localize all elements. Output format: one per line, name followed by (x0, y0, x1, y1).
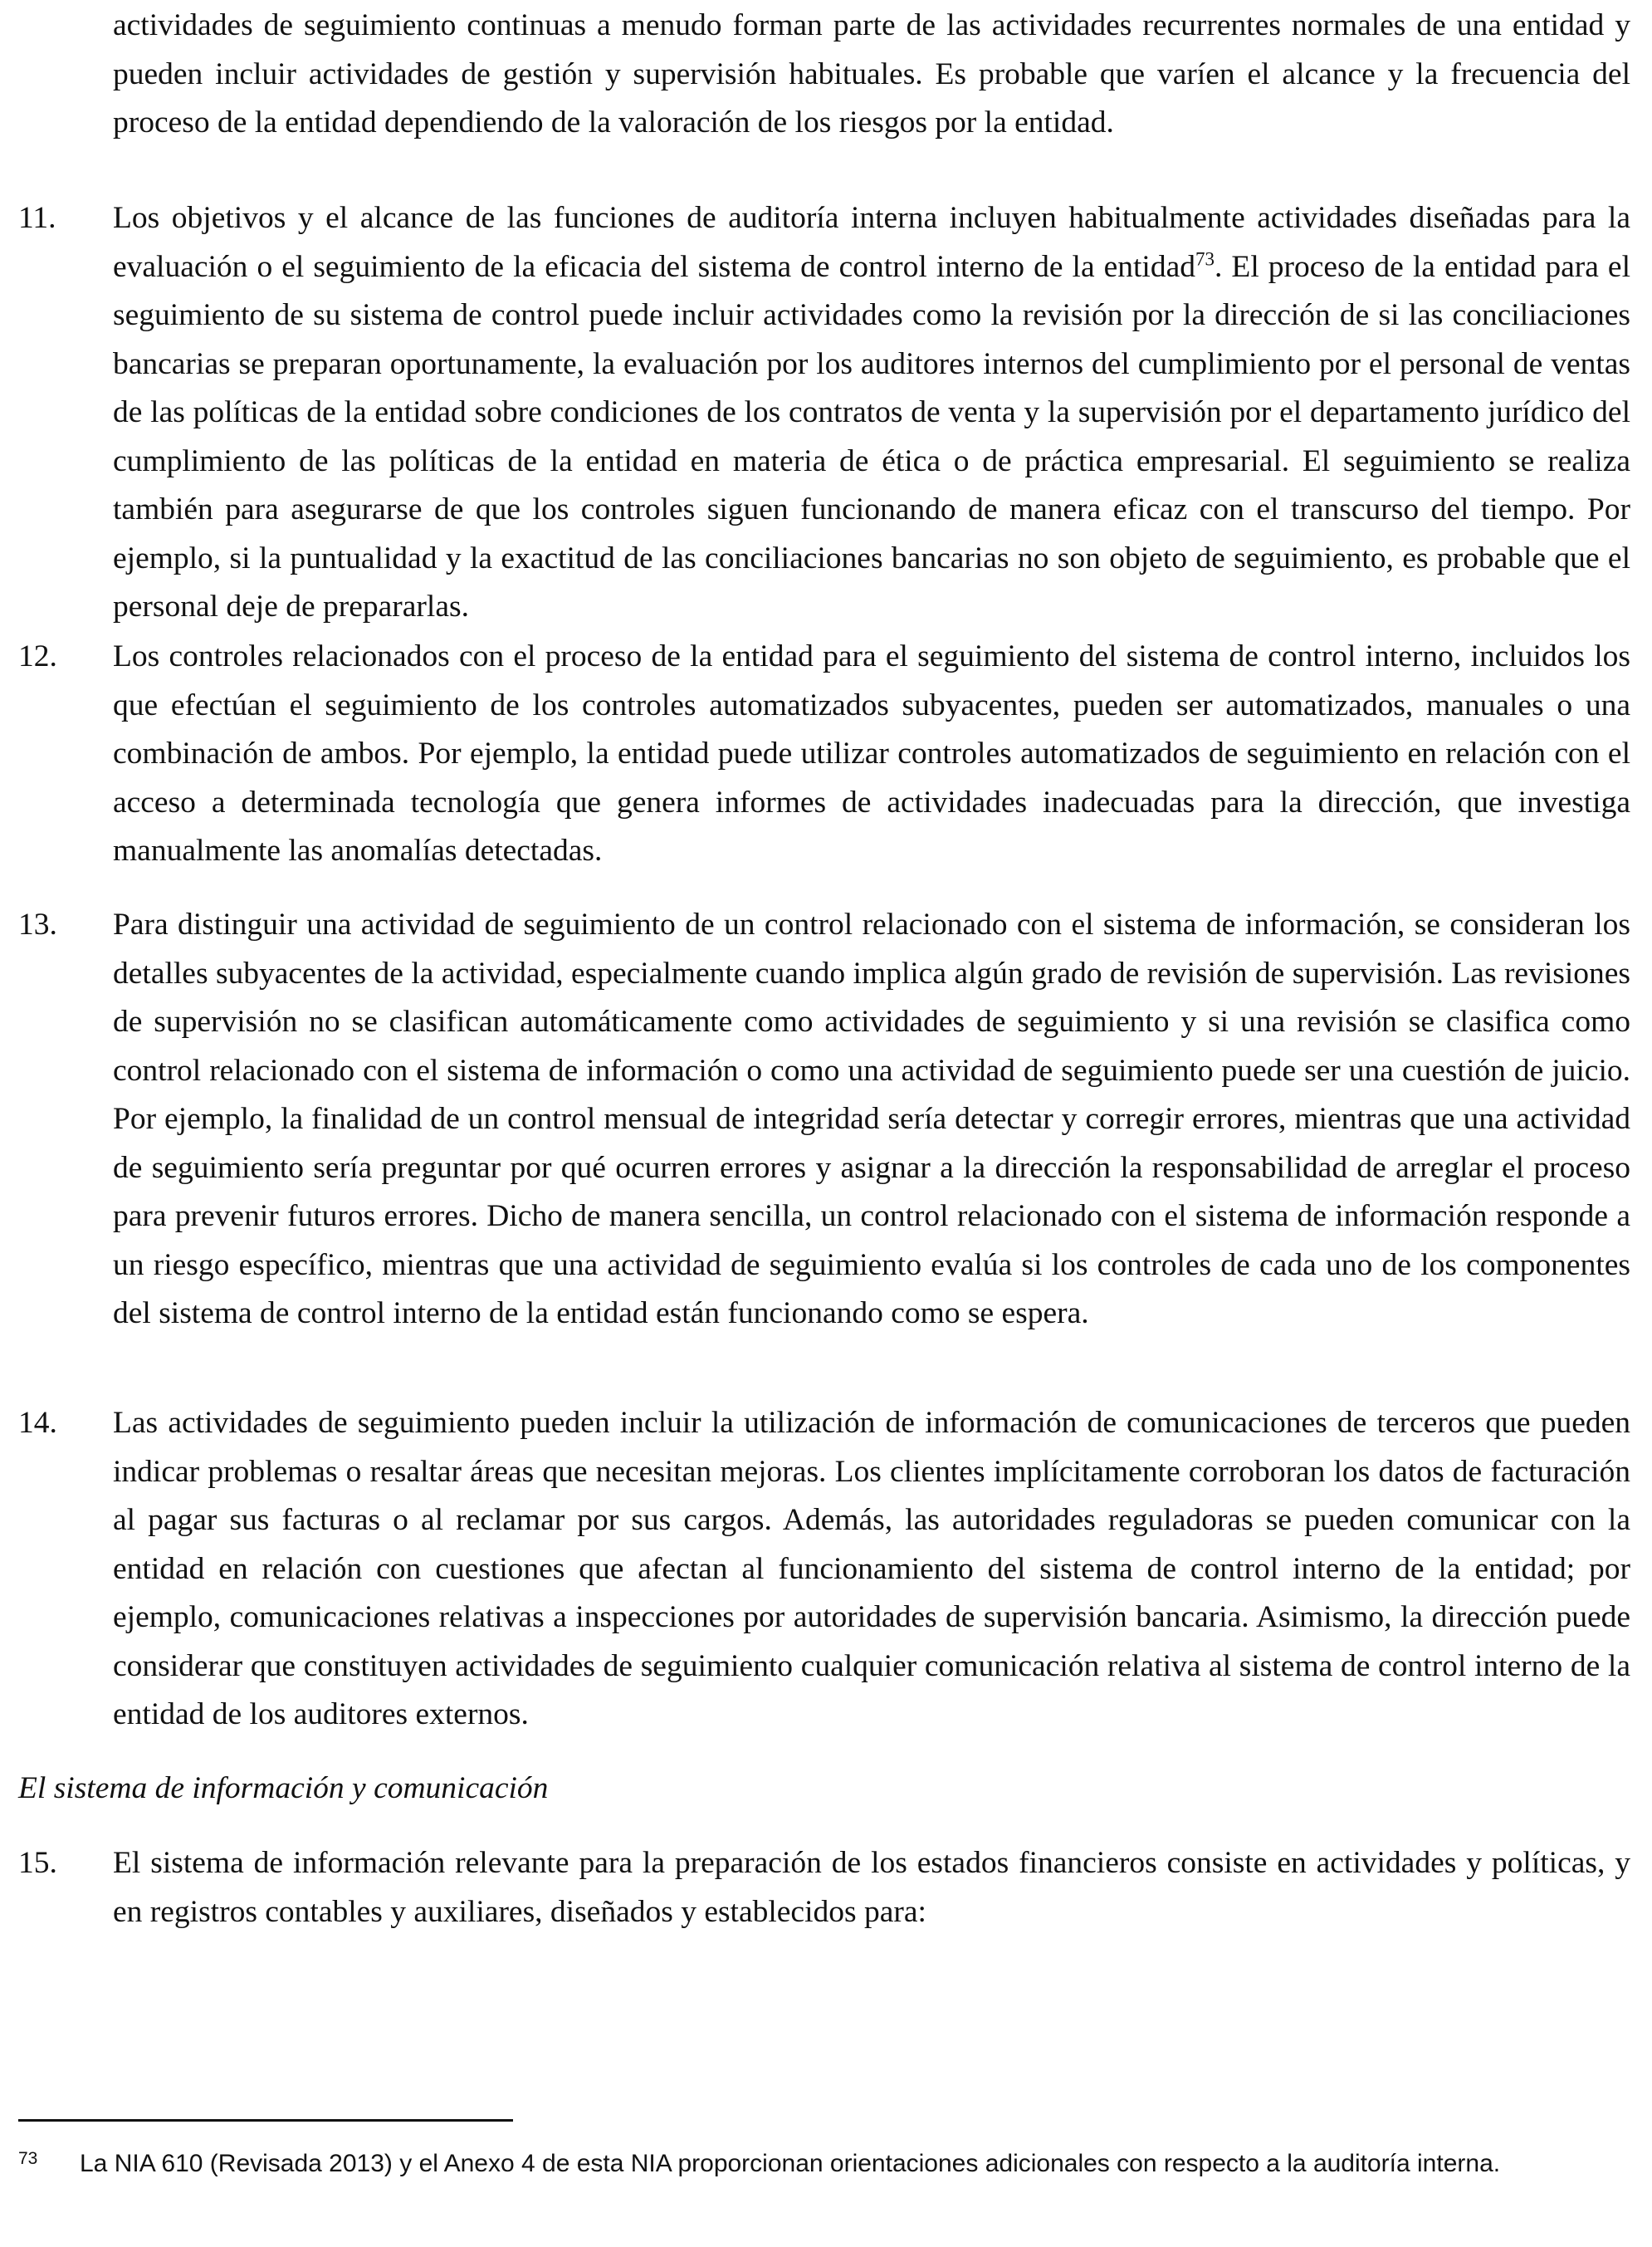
paragraph-number: 15. (18, 1846, 57, 1880)
footnote-text: La NIA 610 (Revisada 2013) y el Anexo 4 de esta NIA proporcionan orientaciones adicionales con respecto a la auditoría interna. (80, 2150, 1501, 2177)
paragraph-text: Los controles relacionados con el proceso de la entidad para el seguimiento del sistema de control interno, incluidos los que efectúan el seguimiento de los controles automatizados subyacentes, pueden ser automatizados, manuales o una combinación de ambos. Por ejemplo, la entidad puede utilizar controles automatizados de seguimiento en relación con el acceso a determinada tecnología que genera informes de actividades inadecuadas para la dirección, que investiga manualmente las anomalías detectadas. (113, 639, 1630, 868)
section-heading: El sistema de información y comunicación (18, 1771, 549, 1805)
paragraph-number: 13. (18, 908, 57, 942)
footnote-reference[interactable]: 73 (1195, 248, 1215, 269)
paragraph-text (113, 194, 1630, 632)
paragraph-number: 11. (18, 201, 56, 235)
paragraph-text: El sistema de información relevante para la preparación de los estados financieros consiste en actividades y políticas, y en registros contables y auxiliares, diseñados y establecidos para: (113, 1846, 1630, 1929)
paragraph-text: Las actividades de seguimiento pueden incluir la utilización de información de comunicaciones de terceros que pueden indicar problemas o resaltar áreas que necesitan mejoras. Los clientes implícitamente corroboran los datos de facturación al pagar sus facturas o al reclamar por sus cargos. Además, las autoridades reguladoras se pueden comunicar con la entidad en relación con cuestiones que afectan al funcionamiento del sistema de control interno de la entidad; por ejemplo, comunicaciones relativas a inspecciones por autoridades de supervisión bancaria. Asimismo, la dirección puede considerar que constituyen actividades de seguimiento cualquier comunicación relativa al sistema de control interno de la entidad de los auditores externos. (113, 1406, 1630, 1731)
footnote-divider (18, 2119, 513, 2122)
footnote-number: 73 (18, 2149, 38, 2168)
paragraph-text-part: Los objetivos y el alcance de las funciones de auditoría interna incluyen habitualmente actividades diseñadas para la evaluación o el seguimiento de la eficacia del sistema de control interno de la entidad (113, 201, 1630, 284)
continuation-paragraph: actividades de seguimiento continuas a menudo forman parte de las actividades recurrentes normales de una entidad y pueden incluir actividades de gestión y supervisión habituales. Es probable que varíen el alcance y la frecuencia del proceso de la entidad dependiendo de la valoración de los riesgos por la entidad. (113, 8, 1630, 140)
paragraph-text: Para distinguir una actividad de seguimiento de un control relacionado con el sistema de información, se consideran los detalles subyacentes de la actividad, especialmente cuando implica algún grado de revisión de supervisión. Las revisiones de supervisión no se clasifican automáticamente como actividades de seguimiento y si una revisión se clasifica como control relacionado con el sistema de información o como una actividad de seguimiento puede ser una cuestión de juicio. Por ejemplo, la finalidad de un control mensual de integridad sería detectar y corregir errores, mientras que una actividad de seguimiento sería preguntar por qué ocurren errores y asignar a la dirección la responsabilidad de arreglar el proceso para prevenir futuros errores. Dicho de manera sencilla, un control relacionado con el sistema de información responde a un riesgo específico, mientras que una actividad de seguimiento evalúa si los controles de cada uno de los componentes del sistema de control interno de la entidad están funcionando como se espera. (113, 908, 1630, 1330)
paragraph-number: 12. (18, 639, 57, 673)
paragraph-text-part: . El proceso de la entidad para el seguimiento de su sistema de control puede incluir actividades como la revisión por la dirección de si las conciliaciones bancarias se preparan oportunamente, la evaluación por los auditores internos del cumplimiento por el personal de ventas de las políticas de la entidad sobre condiciones de los contratos de venta y la supervisión por el departamento jurídico del cumplimiento de las políticas de la entidad en materia de ética o de práctica empresarial. El seguimiento se realiza también para asegurarse de que los controles siguen funcionando de manera eficaz con el transcurso del tiempo. Por ejemplo, si la puntualidad y la exactitud de las conciliaciones bancarias no son objeto de seguimiento, es probable que el personal deje de prepararlas. (113, 249, 1630, 624)
paragraph-number: 14. (18, 1406, 57, 1440)
